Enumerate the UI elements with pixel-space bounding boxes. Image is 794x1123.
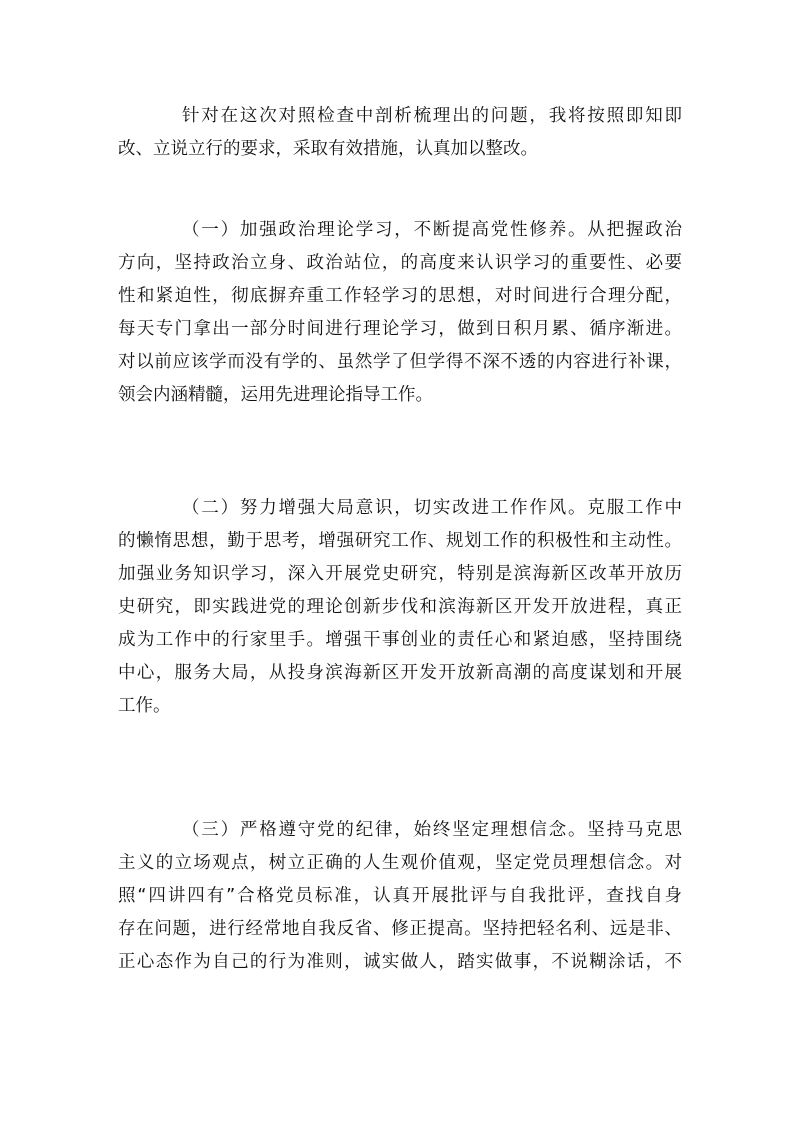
text-line: 中心，服务大局，从投身滨海新区开发开放新高潮的高度谋划和开展 (118, 663, 682, 683)
text-line: 工作。 (118, 696, 171, 716)
text-line: 方向，坚持政治立身、政治站位，的高度来认识学习的重要性、必要 (118, 253, 682, 273)
text-line: （三）严格遵守党的纪律，始终坚定理想信念。坚持马克思 (182, 820, 682, 840)
paragraph-intro (118, 100, 682, 166)
text-line: 主义的立场观点，树立正确的人生观价值观，坚定党员理想信念。对 (118, 853, 682, 873)
text-line: 领会内涵精髓，运用先进理论指导工作。 (118, 385, 433, 405)
text-line: 性和紧迫性，彻底摒弃重工作轻学习的思想，对时间进行合理分配， (118, 286, 682, 306)
text-line: （一）加强政治理论学习，不断提高党性修养。从把握政治 (182, 220, 682, 240)
text-line: 对以前应该学而没有学的、虽然学了但学得不深不透的内容进行补课， (118, 352, 682, 372)
text-line: 正心态作为自己的行为准则，诚实做人，踏实做事，不说糊涂话，不 (118, 952, 682, 972)
text-line: 的懒惰思想，勤于思考，增强研究工作、规划工作的积极性和主动性。 (118, 531, 682, 551)
text-line: 每天专门拿出一部分时间进行理论学习，做到日积月累、循序渐进。 (118, 319, 682, 339)
text-line: 成为工作中的行家里手。增强干事创业的责任心和紧迫感，坚持围绕 (118, 630, 682, 650)
text-line: 改、立说立行的要求，采取有效措施，认真加以整改。 (118, 139, 538, 159)
text-line: 照“四讲四有”合格党员标准，认真开展批评与自我批评，查找自身 (118, 886, 682, 906)
paragraph-section-3 (118, 814, 682, 979)
text-line: 史研究，即实践进党的理论创新步伐和滨海新区开发开放进程，真正 (118, 597, 682, 617)
paragraph-section-2 (118, 492, 682, 723)
text-line: 加强业务知识学习，深入开展党史研究，特别是滨海新区改革开放历 (118, 564, 682, 584)
paragraph-section-1 (118, 214, 682, 412)
text-line: 针对在这次对照检查中剖析梳理出的问题，我将按照即知即 (182, 106, 682, 126)
text-line: （二）努力增强大局意识，切实改进工作作风。克服工作中 (182, 498, 682, 518)
text-line: 存在问题，进行经常地自我反省、修正提高。坚持把轻名利、远是非、 (118, 919, 682, 939)
